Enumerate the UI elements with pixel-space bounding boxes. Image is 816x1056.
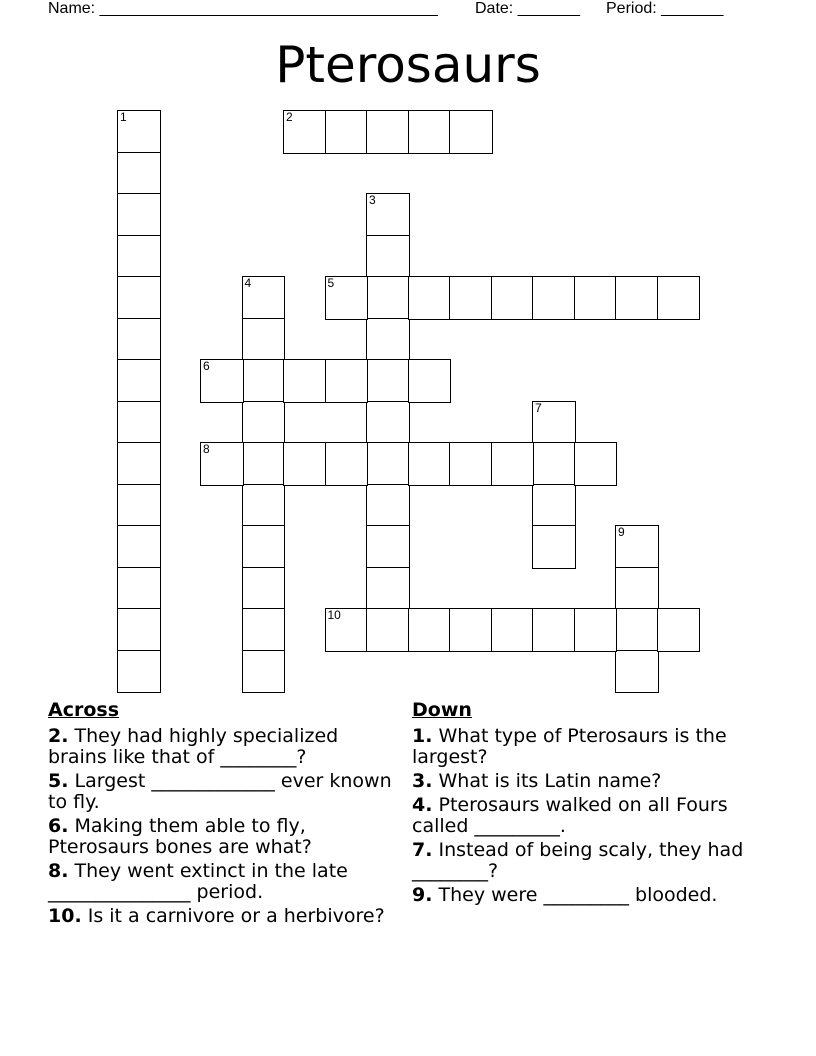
- grid-cell[interactable]: [283, 359, 327, 403]
- cell-number: 8: [203, 442, 210, 456]
- grid-cell[interactable]: [366, 235, 410, 279]
- grid-cell[interactable]: [325, 608, 369, 652]
- clue-text: Pterosaurs walked on all Fours called _________.: [412, 794, 728, 837]
- grid-cell[interactable]: [283, 110, 327, 154]
- clue-number: 6.: [48, 815, 69, 837]
- grid-cell[interactable]: [449, 442, 493, 486]
- grid-cell[interactable]: [366, 401, 410, 445]
- grid-cell[interactable]: [491, 608, 535, 652]
- grid-cell[interactable]: [574, 276, 618, 320]
- clue-across-2: [48, 726, 393, 768]
- grid-cell[interactable]: [615, 567, 659, 611]
- grid-cell[interactable]: [117, 276, 161, 320]
- clue-text: They had highly specialized brains like that of ________?: [48, 725, 339, 768]
- cell-number: 5: [327, 276, 335, 290]
- grid-cell[interactable]: [366, 525, 410, 569]
- clue-text: Instead of being scaly, they had ________?: [412, 839, 744, 882]
- grid-cell[interactable]: [491, 276, 535, 320]
- cell-number: 1: [120, 110, 127, 124]
- down-clues: [412, 700, 767, 909]
- grid-cell[interactable]: [366, 359, 410, 403]
- grid-cell[interactable]: [117, 235, 161, 279]
- grid-cell[interactable]: [117, 359, 161, 403]
- clue-number: 2.: [48, 725, 69, 747]
- name-field[interactable]: Name: ______________________________________: [48, 0, 438, 17]
- grid-cell[interactable]: [200, 442, 244, 486]
- grid-cell[interactable]: [532, 525, 576, 569]
- grid-cell[interactable]: [117, 152, 161, 196]
- cell-number: 2: [286, 110, 293, 124]
- clue-number: 9.: [412, 884, 433, 906]
- cell-number: 7: [535, 400, 542, 415]
- clue-number: 1.: [412, 725, 433, 747]
- grid-cell[interactable]: [532, 442, 576, 486]
- grid-cell[interactable]: [408, 359, 452, 403]
- grid-cell[interactable]: [117, 318, 161, 362]
- grid-cell[interactable]: [283, 442, 327, 486]
- clue-text: Is it a carnivore or a herbivore?: [87, 905, 385, 927]
- clue-number: 5.: [48, 770, 69, 792]
- clue-across-8: [48, 861, 393, 903]
- grid-cell[interactable]: [366, 484, 410, 528]
- grid-cell[interactable]: [117, 650, 161, 694]
- clue-number: 7.: [412, 839, 433, 861]
- cell-number: 3: [369, 193, 376, 207]
- period-field[interactable]: Period: _______: [606, 0, 724, 17]
- grid-cell[interactable]: [325, 110, 369, 154]
- grid-cell[interactable]: [657, 276, 701, 320]
- grid-cell[interactable]: [408, 442, 452, 486]
- grid-cell[interactable]: [242, 401, 286, 445]
- grid-cell[interactable]: [242, 442, 286, 486]
- grid-cell[interactable]: [615, 650, 659, 694]
- grid-cell[interactable]: [242, 318, 286, 362]
- grid-cell[interactable]: [242, 359, 286, 403]
- across-heading: Across: [48, 699, 120, 721]
- grid-cell[interactable]: [366, 110, 410, 154]
- cell-number: 4: [244, 276, 252, 290]
- grid-cell[interactable]: [325, 442, 369, 486]
- grid-cell[interactable]: [615, 525, 659, 569]
- puzzle-title: Pterosaurs: [275, 36, 541, 94]
- clue-across-6: [48, 816, 393, 858]
- clue-number: 3.: [412, 770, 433, 792]
- clue-number: 10.: [48, 905, 82, 927]
- grid-cell[interactable]: [325, 276, 369, 320]
- grid-cell[interactable]: [242, 276, 286, 320]
- grid-cell[interactable]: [366, 276, 410, 320]
- clue-down-9: [412, 885, 767, 906]
- clue-number: 4.: [412, 794, 433, 816]
- grid-cell[interactable]: [532, 276, 576, 320]
- clue-text: Making them able to fly, Pterosaurs bones are what?: [48, 815, 312, 858]
- grid-cell[interactable]: [657, 608, 701, 652]
- clue-across-10: [48, 906, 393, 927]
- clue-text: What type of Pterosaurs is the largest?: [412, 725, 727, 768]
- clue-down-3: [412, 771, 767, 792]
- grid-cell[interactable]: [325, 359, 369, 403]
- clue-down-4: [412, 795, 767, 837]
- grid-cell[interactable]: [615, 276, 659, 320]
- grid-cell[interactable]: [408, 110, 452, 154]
- grid-cell[interactable]: [615, 608, 659, 652]
- clue-number: 8.: [48, 860, 69, 882]
- down-heading: Down: [412, 699, 472, 721]
- grid-cell[interactable]: [408, 276, 452, 320]
- date-field[interactable]: Date: _______: [475, 0, 580, 17]
- grid-cell[interactable]: [200, 359, 244, 403]
- grid-cell[interactable]: [117, 401, 161, 445]
- grid-cell[interactable]: [117, 442, 161, 486]
- grid-cell[interactable]: [366, 318, 410, 362]
- grid-cell[interactable]: [242, 525, 286, 569]
- grid-cell[interactable]: [491, 442, 535, 486]
- cell-number: 6: [203, 359, 210, 373]
- grid-cell[interactable]: [366, 608, 410, 652]
- grid-cell[interactable]: [117, 608, 161, 652]
- grid-cell[interactable]: [117, 484, 161, 528]
- clue-text: Largest _____________ ever known to fly.: [48, 770, 392, 813]
- grid-cell[interactable]: [366, 442, 410, 486]
- grid-cell[interactable]: [574, 608, 618, 652]
- grid-cell[interactable]: [366, 567, 410, 611]
- grid-cell[interactable]: [449, 276, 493, 320]
- grid-cell[interactable]: [117, 193, 161, 237]
- clue-text: They went extinct in the late _______________ period.: [48, 860, 348, 903]
- cell-number: 9: [618, 525, 625, 539]
- grid-cell[interactable]: [532, 484, 576, 528]
- grid-cell[interactable]: [117, 567, 161, 611]
- across-clues: [48, 700, 393, 930]
- grid-cell[interactable]: [242, 608, 286, 652]
- clue-text: They were _________ blooded.: [438, 884, 718, 906]
- grid-cell[interactable]: [574, 442, 618, 486]
- grid-cell[interactable]: [117, 525, 161, 569]
- grid-cell[interactable]: [242, 650, 286, 694]
- grid-cell[interactable]: [408, 608, 452, 652]
- clue-down-7: [412, 840, 767, 882]
- grid-cell[interactable]: [449, 110, 493, 154]
- clue-text: What is its Latin name?: [438, 770, 662, 792]
- grid-cell[interactable]: [117, 110, 161, 154]
- grid-cell[interactable]: [366, 193, 410, 237]
- grid-cell[interactable]: [242, 567, 286, 611]
- clue-down-1: [412, 726, 767, 768]
- grid-cell[interactable]: [532, 608, 576, 652]
- cell-number: 10: [327, 608, 341, 622]
- grid-cell[interactable]: [532, 401, 576, 445]
- grid-cell[interactable]: [449, 608, 493, 652]
- clue-across-5: [48, 771, 393, 813]
- grid-cell[interactable]: [242, 484, 286, 528]
